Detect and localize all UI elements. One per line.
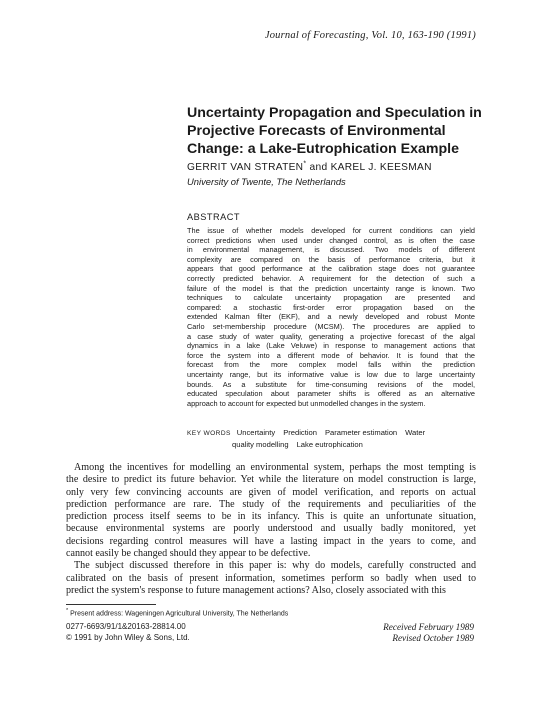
keyword: quality modelling: [232, 439, 289, 449]
body-line: prediction process itself seems to be in its infancy. This is quite an unfortunate situation,: [66, 511, 476, 523]
body-line: predict the system's response to future management actions? Also, closely associated with this: [66, 584, 446, 596]
body-line: The subject discussed therefore in this paper is: why do models, carefully constructed and: [74, 560, 476, 572]
author-name: KAREL J. KEESMAN: [330, 162, 432, 173]
body-text: [66, 462, 476, 597]
keyword: Prediction: [283, 428, 317, 437]
abstract-line: uncertainty range, but its informative value is low due to large uncertainty: [187, 369, 475, 379]
abstract-line: force the system into a different mode of behavior. It is found that the: [187, 350, 475, 360]
keyword: Water: [405, 428, 426, 437]
keywords-label: KEY WORDS: [187, 430, 231, 437]
footnote-marker: *: [66, 608, 69, 614]
keyword: Lake eutrophication: [296, 439, 363, 449]
abstract-line: Carlo set-membership procedure (MCSM). The procedures are applied to: [187, 321, 475, 331]
body-line: because environmental systems are poorly understood and usually badly monitored, yet: [66, 523, 476, 535]
abstract-line: failure of the model is that the prediction uncertainty range is known. Two: [187, 283, 475, 293]
body-line: cannot easily be changed should they appear to be defective.: [66, 548, 311, 560]
paper-title: [187, 104, 487, 158]
abstract-line: a case study of water quality, generating a projective forecast of the algal: [187, 331, 475, 341]
body-line: the desire to predict its future behavior. Yet while the literature on model construction is large,: [66, 474, 476, 486]
body-line: Among the incentives for modelling an environmental system, perhaps the most tempting is: [74, 462, 476, 473]
keywords: [187, 428, 475, 450]
author-line: [187, 162, 432, 173]
author-name: GERRIT VAN STRATEN: [187, 162, 304, 173]
abstract-line: in environmental management, is discussed. Two models of different: [187, 245, 475, 255]
keyword: Parameter estimation: [324, 428, 398, 437]
copyright-block: [66, 622, 190, 643]
abstract-line: educated speculation about parameter shifts is offered as an alternative: [187, 389, 475, 399]
running-head: Journal of Forecasting, Vol. 10, 163-190 (1991): [264, 30, 476, 41]
issn-line: 0277-6693/91/1&20163-28814.00: [66, 622, 186, 631]
abstract-line: correct predictions when used under changed control, as is often the case: [187, 235, 475, 245]
revised-date: Revised October 1989: [392, 632, 474, 643]
footnote-rule: [66, 604, 156, 605]
copyright-line: © 1991 by John Wiley & Sons, Ltd.: [66, 632, 190, 642]
abstract-heading: ABSTRACT: [187, 212, 241, 222]
abstract-line: extended Kalman filter (EKF), and a newly developed and robust Monte: [187, 312, 475, 322]
abstract-line: approach to account for expected but unmodelled changes in the system.: [187, 398, 426, 408]
body-line: prediction performance are rare. The study of the requirements and peculiarities of the: [66, 498, 476, 510]
author-conjunction: and: [309, 162, 328, 173]
abstract-text: [187, 226, 475, 408]
body-line: calibrated on the basis of present information, sometimes perform so badly when used to: [66, 572, 476, 584]
abstract-line: forecast from the more complex model falls within the prediction: [187, 360, 475, 370]
body-line: only very few convincing accounts are given of model verification, and reports on actual: [66, 486, 476, 498]
footnote-marker: *: [303, 160, 307, 168]
abstract-line: bounds. As a substitute for time-consuming revisions of the model,: [187, 379, 475, 389]
footnote: [66, 608, 288, 617]
affiliation: University of Twente, The Netherlands: [187, 176, 346, 187]
keyword: Uncertainty: [236, 428, 276, 437]
received-date: Received February 1989: [383, 622, 474, 632]
title-line: Change: a Lake-Eutrophication Example: [187, 141, 459, 157]
abstract-line: compared: a stochastic first-order error propagation based on the: [187, 302, 475, 312]
title-line: Projective Forecasts of Environmental: [187, 123, 446, 139]
footnote-text: Present address: Wageningen Agricultural University, The Netherlands: [70, 610, 289, 618]
abstract-line: complexity are compared on the basis of performance criteria, but it: [187, 254, 475, 264]
abstract-line: dynamics in a lake (Lake Veluwe) in response to management actions that: [187, 341, 475, 351]
abstract-line: techniques to calculate uncertainty propagation are presented and: [187, 293, 475, 303]
received-dates: [383, 622, 474, 643]
abstract-line: correctly predicted behavior. A requirement for the detection of such a: [187, 273, 475, 283]
abstract-line: appears that good performance at the calibration stage does not guarantee: [187, 264, 475, 274]
abstract-line: The issue of whether models developed for current conditions can yield: [187, 226, 475, 235]
body-line: decisions regarding control measures will have a lasting impact in the years to come, and: [66, 535, 476, 547]
title-line: Uncertainty Propagation and Speculation in: [187, 105, 482, 121]
